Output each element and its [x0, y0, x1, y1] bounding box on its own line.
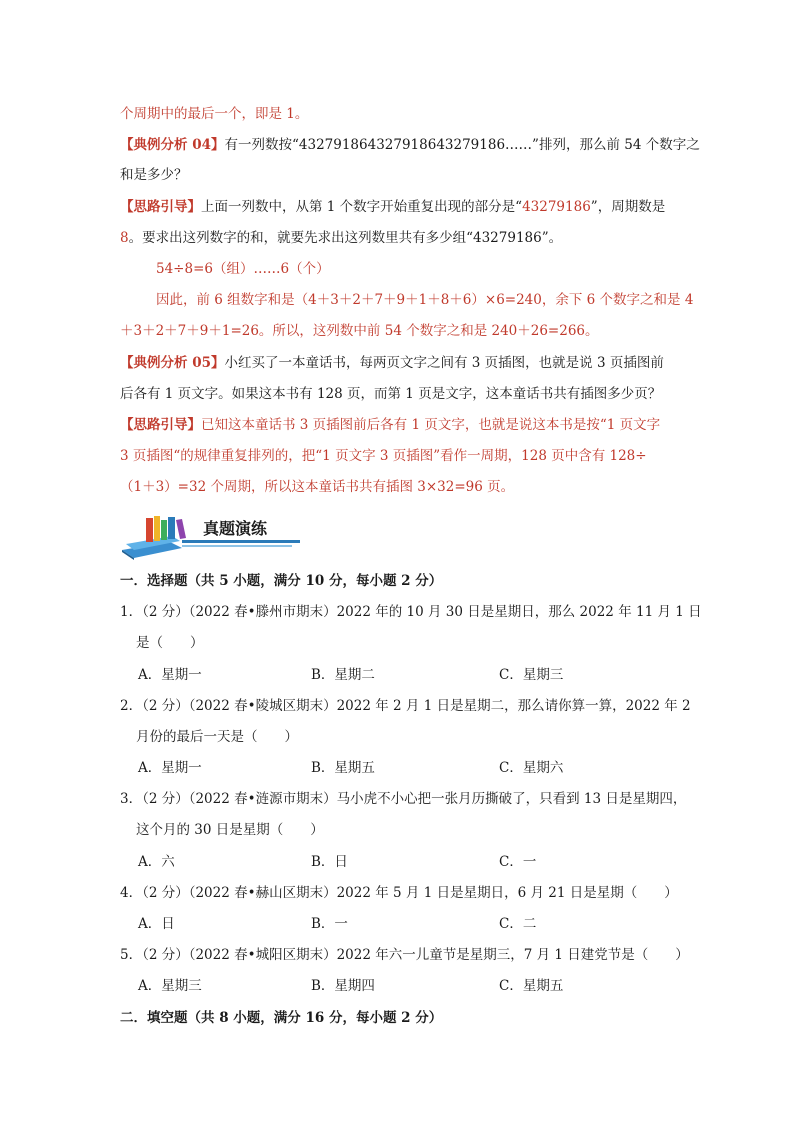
guide-04-line5: ＋3＋2＋7＋9＋1=26。所以，这列数中前 54 个数字之和是 240＋26=266。: [120, 323, 599, 339]
question-5-option-b[interactable]: B．星期四: [311, 978, 375, 994]
question-4-option-b[interactable]: B．一: [311, 916, 348, 932]
intro-line: 个周期中的最后一个，即是 1。: [120, 106, 309, 122]
example-05-line2: 后各有 1 页文字。如果这本书有 128 页，而第 1 页是文字，这本童话书共有插图多少页？: [120, 386, 662, 402]
example-04-line2: 和是多少？: [120, 167, 188, 183]
guide-04-line1: 【思路引导】上面一列数中，从第 1 个数字开始重复出现的部分是“43279186”，周期数是: [120, 199, 666, 215]
question-5-option-c[interactable]: C．星期五: [499, 978, 564, 994]
question-1-line2: 是（ ）: [136, 635, 204, 651]
question-5-line1: 5．（2 分）（2022 春•城阳区期末）2022 年六一儿童节是星期三，7 月 1 日建党节是（ ）: [120, 947, 689, 963]
question-3-line1: 3．（2 分）（2022 春•涟源市期末）马小虎不小心把一张月历撕破了，只看到 13 日是星期四，: [120, 791, 687, 807]
guide-05-line3: （1＋3）=32 个周期，所以这本童话书共有插图 3×32=96 页。: [120, 479, 515, 495]
guide-04-line2: 8。要求出这列数字的和，就要先求出这列数里共有多少组“43279186”。: [120, 230, 563, 246]
guide-04-tag: 【思路引导】: [120, 199, 201, 215]
question-2-line2: 月份的最后一天是（ ）: [136, 729, 298, 745]
question-1-option-a[interactable]: A．星期一: [138, 667, 202, 683]
question-3-option-b[interactable]: B．日: [311, 854, 348, 870]
question-2-option-c[interactable]: C．星期六: [499, 760, 564, 776]
guide-04-calc: 54÷8=6（组）……6（个）: [156, 261, 330, 277]
question-4-option-a[interactable]: A．日: [138, 916, 175, 932]
question-4-option-c[interactable]: C．二: [499, 916, 537, 932]
question-2-option-b[interactable]: B．星期五: [311, 760, 375, 776]
question-5-option-a[interactable]: A．星期三: [138, 978, 202, 994]
question-3-option-a[interactable]: A．六: [138, 854, 175, 870]
example-04-tag: 【典例分析 04】: [120, 137, 225, 153]
guide-04-line4: 因此，前 6 组数字和是（4＋3＋2＋7＋9＋1＋8＋6）×6=240，余下 6 个数字之和是 4: [156, 292, 694, 308]
question-2-line1: 2．（2 分）（2022 春•陵城区期末）2022 年 2 月 1 日是星期二，那么请你算一算，2022 年 2: [120, 698, 691, 714]
question-3-option-c[interactable]: C．一: [499, 854, 537, 870]
banner-title: 真题演练: [203, 519, 268, 538]
guide-05-line1: 【思路引导】已知这本童话书 3 页插图前后各有 1 页文字，也就是说这本书是按“1 页文字: [120, 417, 661, 433]
example-05-line1: 【典例分析 05】小红买了一本童话书，每两页文字之间有 3 页插图，也就是说 3 页插图前: [120, 355, 664, 371]
question-4-line1: 4．（2 分）（2022 春•赫山区期末）2022 年 5 月 1 日是星期日，6 月 21 日是星期（ ）: [120, 885, 678, 901]
section-heading-fill: 二．填空题（共 8 小题，满分 16 分，每小题 2 分）: [120, 1010, 443, 1026]
section-heading-choice: 一．选择题（共 5 小题，满分 10 分，每小题 2 分）: [120, 573, 443, 589]
question-1-option-c[interactable]: C．星期三: [499, 667, 564, 683]
question-1-option-b[interactable]: B．星期二: [311, 667, 375, 683]
question-1-line1: 1．（2 分）（2022 春•滕州市期末）2022 年的 10 月 30 日是星期日，那么 2022 年 11 月 1 日: [120, 604, 702, 620]
example-04-line1: 【典例分析 04】有一列数按“432791864327918643279186……”排列，那么前 54 个数字之: [120, 137, 700, 153]
guide-05-tag: 【思路引导】: [120, 417, 201, 433]
question-3-line2: 这个月的 30 日是星期（ ）: [136, 822, 324, 838]
example-05-tag: 【典例分析 05】: [120, 355, 225, 371]
question-2-option-a[interactable]: A．星期一: [138, 760, 202, 776]
guide-05-line2: 3 页插图“的规律重复排列的，把“1 页文字 3 页插图”看作一周期，128 页中含有 128÷: [120, 448, 647, 464]
